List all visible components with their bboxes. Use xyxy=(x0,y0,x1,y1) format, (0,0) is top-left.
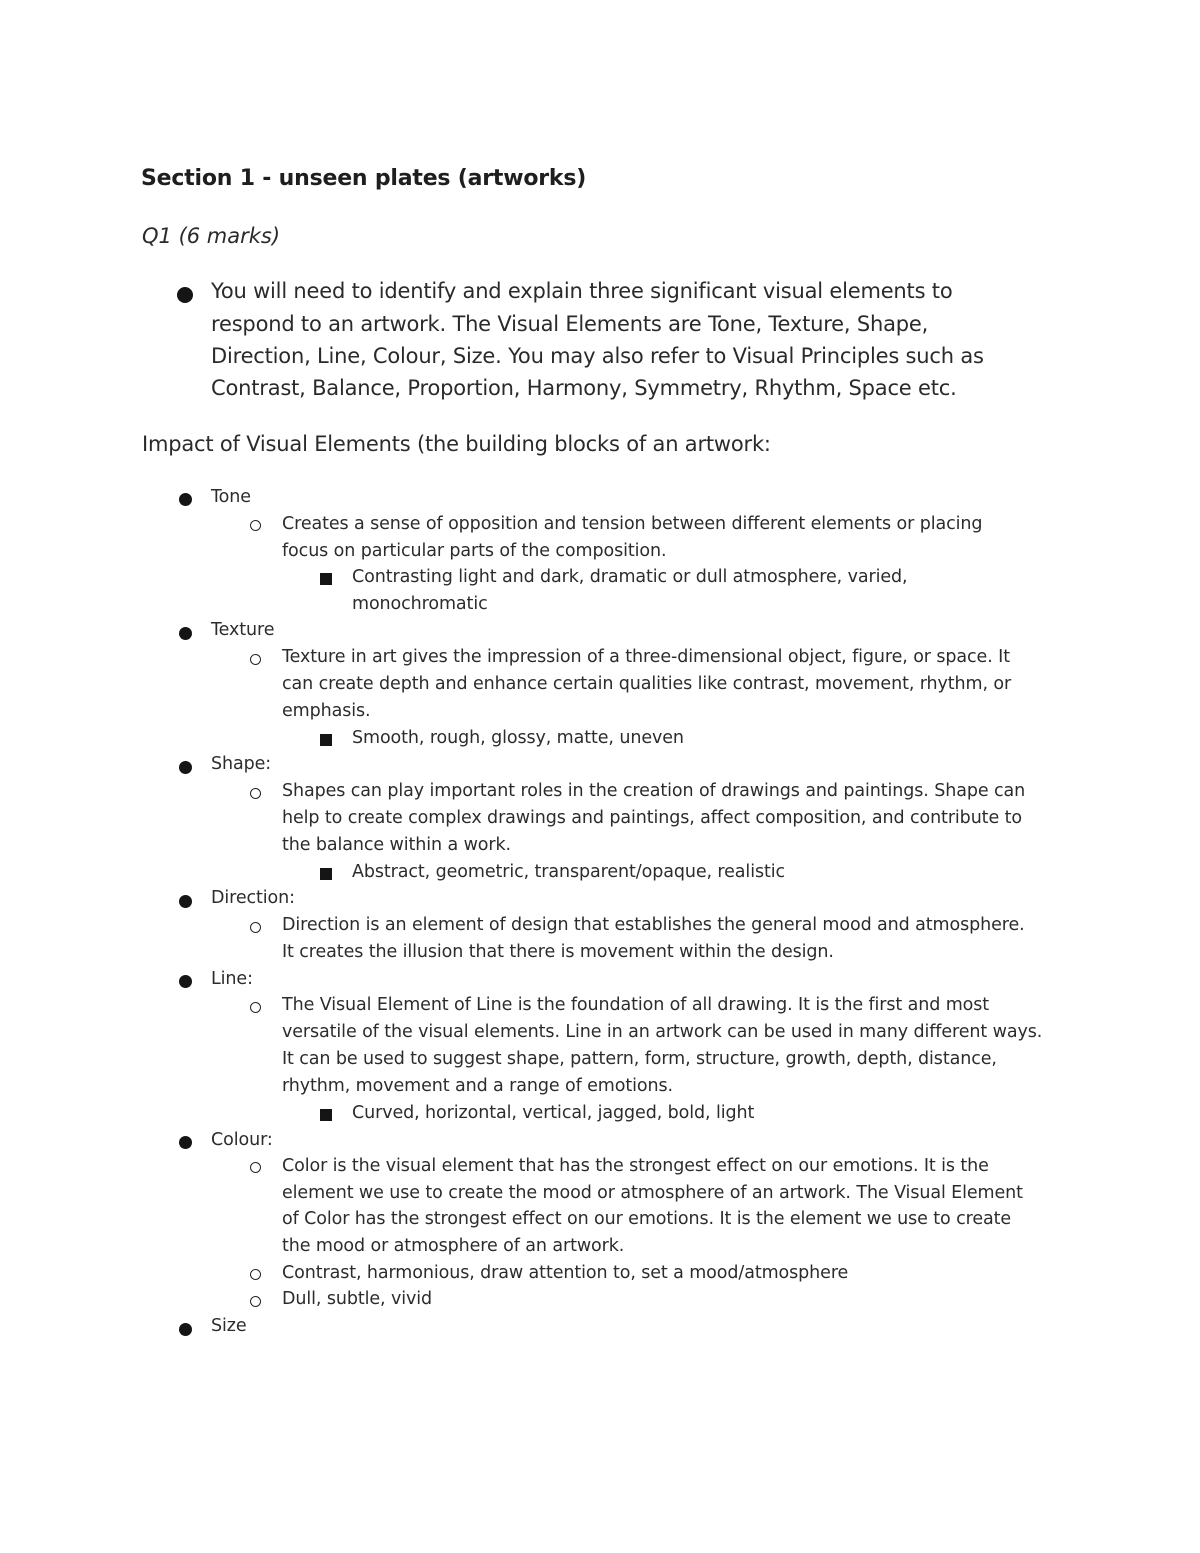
shape-desc: the balance within a work. xyxy=(282,835,511,855)
intro-line: Direction, Line, Colour, Size. You may also refer to Visual Principles such as xyxy=(211,344,984,368)
question-label: Q1 (6 marks) xyxy=(142,224,281,248)
bullet-icon xyxy=(179,493,192,506)
shape-desc: help to create complex drawings and paintings, affect composition, and contribute to xyxy=(282,808,1022,828)
square-bullet-icon xyxy=(320,1109,332,1121)
intro-line: You will need to identify and explain three significant visual elements to xyxy=(211,279,953,303)
bullet-icon xyxy=(179,761,192,774)
line-examples: Curved, horizontal, vertical, jagged, bold, light xyxy=(352,1103,755,1123)
element-label-texture: Texture xyxy=(211,620,275,640)
shape-examples: Abstract, geometric, transparent/opaque, realistic xyxy=(352,862,786,882)
texture-desc: emphasis. xyxy=(282,701,371,721)
hollow-bullet-icon xyxy=(250,1162,261,1173)
square-bullet-icon xyxy=(320,868,332,880)
hollow-bullet-icon xyxy=(250,922,261,933)
texture-examples: Smooth, rough, glossy, matte, uneven xyxy=(352,728,684,748)
square-bullet-icon xyxy=(320,734,332,746)
line-desc: versatile of the visual elements. Line in an artwork can be used in many different ways. xyxy=(282,1022,1043,1042)
hollow-bullet-icon xyxy=(250,654,261,665)
hollow-bullet-icon xyxy=(250,520,261,531)
bullet-icon xyxy=(179,895,192,908)
texture-desc: Texture in art gives the impression of a three-dimensional object, figure, or space. It xyxy=(282,647,1010,667)
colour-item: Contrast, harmonious, draw attention to, set a mood/atmosphere xyxy=(282,1263,849,1283)
tone-examples: monochromatic xyxy=(352,594,488,614)
texture-desc: can create depth and enhance certain qualities like contrast, movement, rhythm, or xyxy=(282,674,1012,694)
bullet-icon xyxy=(179,1136,192,1149)
bullet-icon xyxy=(179,975,192,988)
element-label-shape: Shape: xyxy=(211,754,272,774)
direction-desc: It creates the illusion that there is movement within the design. xyxy=(282,942,834,962)
square-bullet-icon xyxy=(320,573,332,585)
hollow-bullet-icon xyxy=(250,788,261,799)
direction-desc: Direction is an element of design that establishes the general mood and atmosphere. xyxy=(282,915,1025,935)
tone-examples: Contrasting light and dark, dramatic or dull atmosphere, varied, xyxy=(352,567,908,587)
line-desc: The Visual Element of Line is the foundation of all drawing. It is the first and most xyxy=(282,995,990,1015)
bullet-icon xyxy=(179,1323,192,1336)
element-label-line: Line: xyxy=(211,969,253,989)
page-title: Section 1 - unseen plates (artworks) xyxy=(141,166,587,191)
element-label-size: Size xyxy=(211,1316,247,1336)
line-desc: It can be used to suggest shape, pattern, form, structure, growth, depth, distance, xyxy=(282,1049,997,1069)
colour-desc: the mood or atmosphere of an artwork. xyxy=(282,1236,625,1256)
element-label-colour: Colour: xyxy=(211,1130,273,1150)
bullet-icon xyxy=(177,287,193,303)
element-label-direction: Direction: xyxy=(211,888,295,908)
line-desc: rhythm, movement and a range of emotions. xyxy=(282,1076,673,1096)
colour-desc: element we use to create the mood or atmosphere of an artwork. The Visual Element xyxy=(282,1183,1023,1203)
colour-desc: of Color has the strongest effect on our emotions. It is the element we use to create xyxy=(282,1209,1012,1229)
colour-item: Dull, subtle, vivid xyxy=(282,1289,432,1309)
element-label-tone: Tone xyxy=(211,487,251,507)
intro-line: respond to an artwork. The Visual Elements are Tone, Texture, Shape, xyxy=(211,312,929,336)
colour-desc: Color is the visual element that has the strongest effect on our emotions. It is the xyxy=(282,1156,989,1176)
shape-desc: Shapes can play important roles in the creation of drawings and paintings. Shape can xyxy=(282,781,1026,801)
subheading: Impact of Visual Elements (the building blocks of an artwork: xyxy=(142,432,771,456)
bullet-icon xyxy=(179,627,192,640)
hollow-bullet-icon xyxy=(250,1002,261,1013)
hollow-bullet-icon xyxy=(250,1296,261,1307)
hollow-bullet-icon xyxy=(250,1269,261,1280)
intro-line: Contrast, Balance, Proportion, Harmony, Symmetry, Rhythm, Space etc. xyxy=(211,376,957,400)
tone-desc: focus on particular parts of the composition. xyxy=(282,541,667,561)
tone-desc: Creates a sense of opposition and tension between different elements or placing xyxy=(282,514,983,534)
